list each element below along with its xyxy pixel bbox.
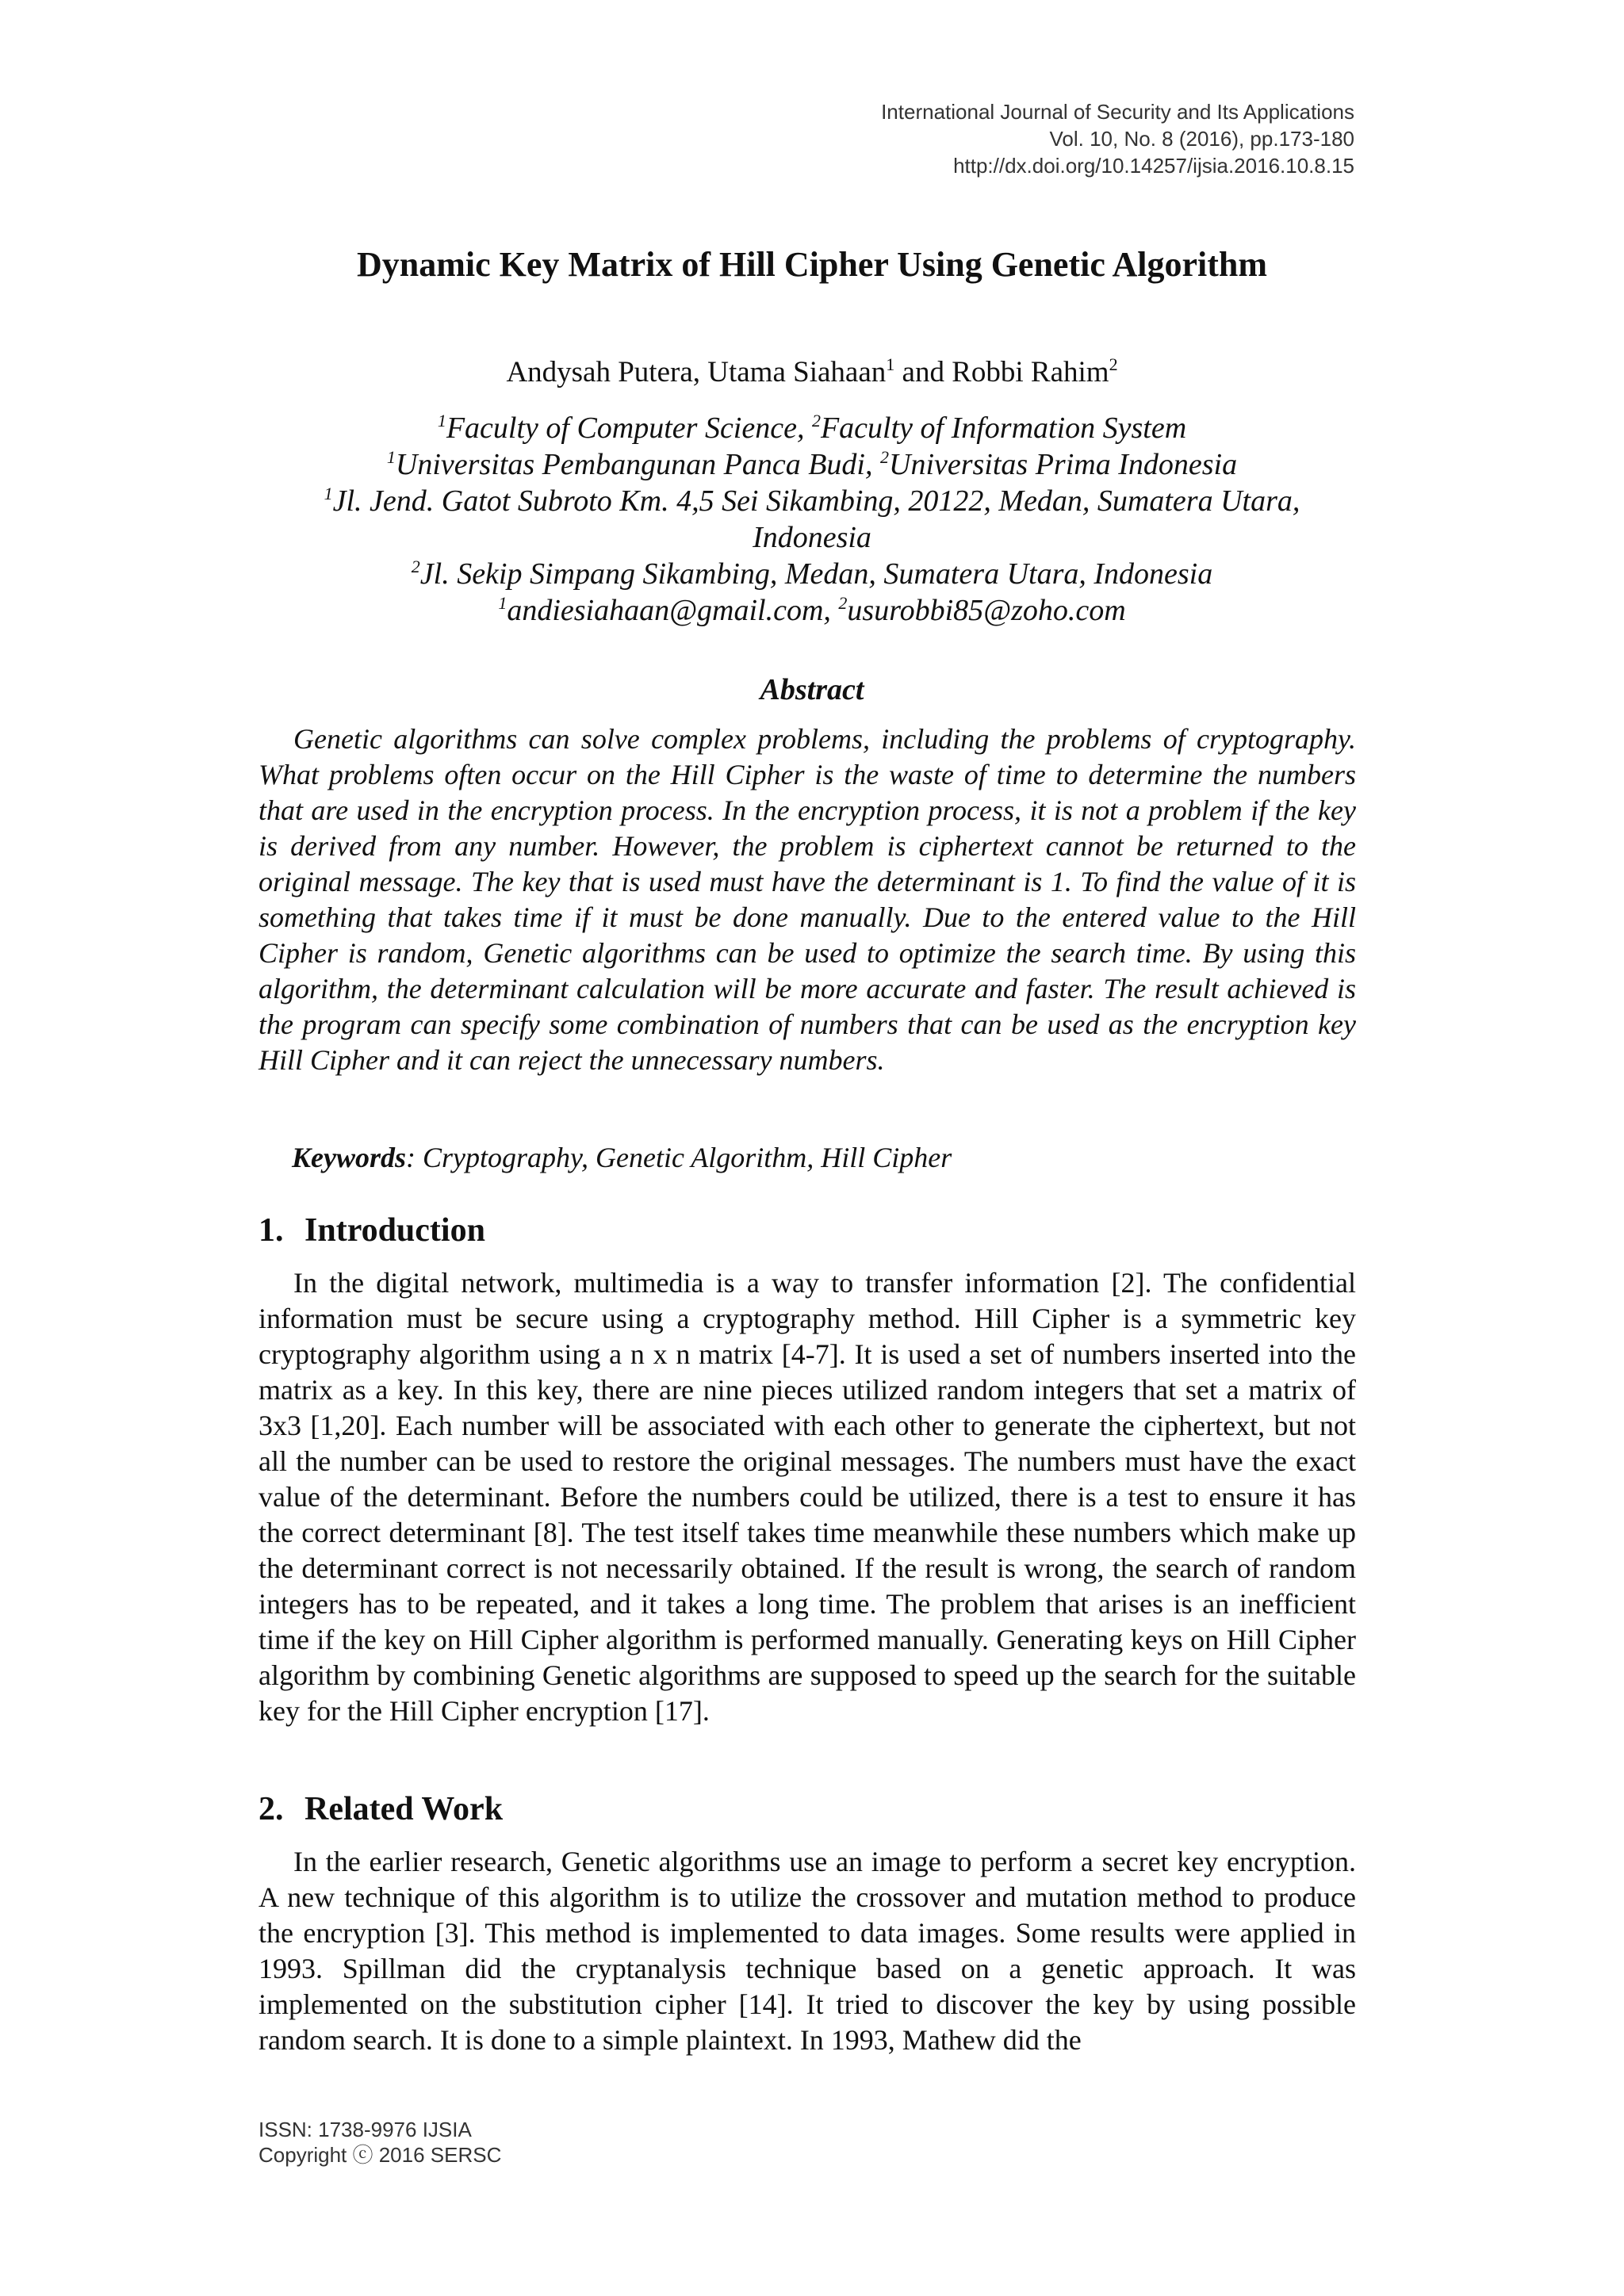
journal-name: International Journal of Security and Its Applications [881,100,1354,124]
journal-header [881,98,1354,179]
affil-text: Indonesia [753,521,871,554]
affil-sup: 1 [437,411,446,430]
author-email: usurobbi85@zoho.com [847,594,1126,627]
affil-text: Universitas Prima Indonesia [889,448,1238,481]
author-sup-2: 2 [1109,354,1118,374]
introduction-paragraph: In the digital network, multimedia is a way to transfer information [2]. The confidential information must be secure using a cryptography method. Hill Cipher is a symmetric key cryptography algorithm using a n x n matrix [4-7]. It is used a set of numbers inserted into the matrix as a key. In this key, there are nine pieces utilized random integers that set a matrix of 3x3 [1,20]. Each number will be associated with each other to generate the ciphertext, but not all the number can be used to restore the original messages. The numbers must have the exact value of the determinant. Before the numbers could be utilized, there is a test to ensure it has the correct determinant [8]. The test itself takes time meanwhile these numbers which make up the determinant correct is not necessarily obtained. If the result is wrong, the search of random integers has to be repeated, and it takes a long time. The problem that arises is an inefficient time if the key on Hill Cipher algorithm is performed manually. Generating keys on Hill Cipher algorithm by combining Genetic algorithms are supposed to speed up the search for the suitable key for the Hill Cipher encryption [17]. [259,1267,1356,1727]
journal-volume: Vol. 10, No. 8 (2016), pp.173-180 [1049,127,1354,151]
author-email: andiesiahaan@gmail.com, [507,594,839,627]
author-list [259,354,1365,392]
affil-text: Jl. Jend. Gatot Subroto Km. 4,5 Sei Sikambing, 20122, Medan, Sumatera Utara, [332,484,1300,518]
related-work-paragraph: In the earlier research, Genetic algorithms use an image to perform a secret key encryption. A new technique of this algorithm is to utilize the crossover and mutation method to produce the encryption [3]. This method is implemented to data images. Some results were applied in 1993. Spillman did the cryptanalysis technique based on a genetic approach. It was implemented on the substitution cipher [14]. It tried to discover the key by using possible random search. It is done to a simple plaintext. In 1993, Mathew did the [259,1846,1356,2056]
affil-text: Faculty of Computer Science, [446,411,812,445]
paper-title: Dynamic Key Matrix of Hill Cipher Using Genetic Algorithm [357,245,1267,284]
footer-issn: ISSN: 1738-9976 IJSIA [259,2118,472,2141]
section-title: Introduction [304,1212,485,1249]
section-heading-related-work [259,1789,503,1830]
section-number: 2. [259,1791,284,1827]
affil-text: Universitas Pembangunan Panca Budi, [395,448,880,481]
keywords-list: : Cryptography, Genetic Algorithm, Hill Cipher [406,1142,952,1173]
author-names-2: and Robbi Rahim [894,356,1109,388]
page-footer [259,2117,501,2168]
affiliation-line-address-1-cont [259,519,1365,556]
footer-copyright: Copyright ⓒ 2016 SERSC [259,2143,502,2167]
affil-sup: 2 [811,411,821,430]
affiliation-line-address-1 [259,483,1365,519]
affil-sup: 2 [880,447,889,467]
affiliation-line-university [259,446,1365,483]
author-names-1: Andysah Putera, Utama Siahaan [506,356,887,388]
affil-text: Jl. Sekip Simpang Sikambing, Medan, Sumatera Utara, Indonesia [419,557,1213,591]
author-sup-1: 1 [886,354,895,374]
affiliation-line-faculty [259,410,1365,446]
section-title: Related Work [304,1791,504,1827]
affil-sup: 1 [498,593,508,613]
affil-sup: 1 [324,484,333,503]
affil-sup: 1 [386,447,396,467]
section-number: 1. [259,1212,284,1249]
affiliation-line-emails [259,592,1365,629]
affiliation-line-address-2 [259,556,1365,592]
journal-doi: http://dx.doi.org/10.14257/ijsia.2016.10.8.15 [953,154,1354,178]
abstract-heading: Abstract [760,673,864,706]
affiliations [259,410,1365,629]
abstract-text: Genetic algorithms can solve complex problems, including the problems of cryptography. What problems often occur on the Hill Cipher is the waste of time to determine the numbers that are used in the encryption process. In the encryption process, it is not a problem if the key is derived from any number. However, the problem is ciphertext cannot be returned to the original message. The key that is used must have the determinant is 1. To find the value of it is something that takes time if it must be done manually. Due to the entered value to the Hill Cipher is random, Genetic algorithms can be used to optimize the search time. By using this algorithm, the determinant calculation will be more accurate and faster. The result achieved is the program can specify some combination of numbers that can be used as the encryption key Hill Cipher and it can reject the unnecessary numbers. [259,723,1356,1076]
affil-sup: 2 [838,593,848,613]
affil-sup: 2 [411,557,420,576]
section-heading-introduction [259,1210,485,1251]
keywords [292,1140,1354,1176]
affil-text: Faculty of Information System [820,411,1187,445]
keywords-label: Keywords [292,1142,406,1173]
